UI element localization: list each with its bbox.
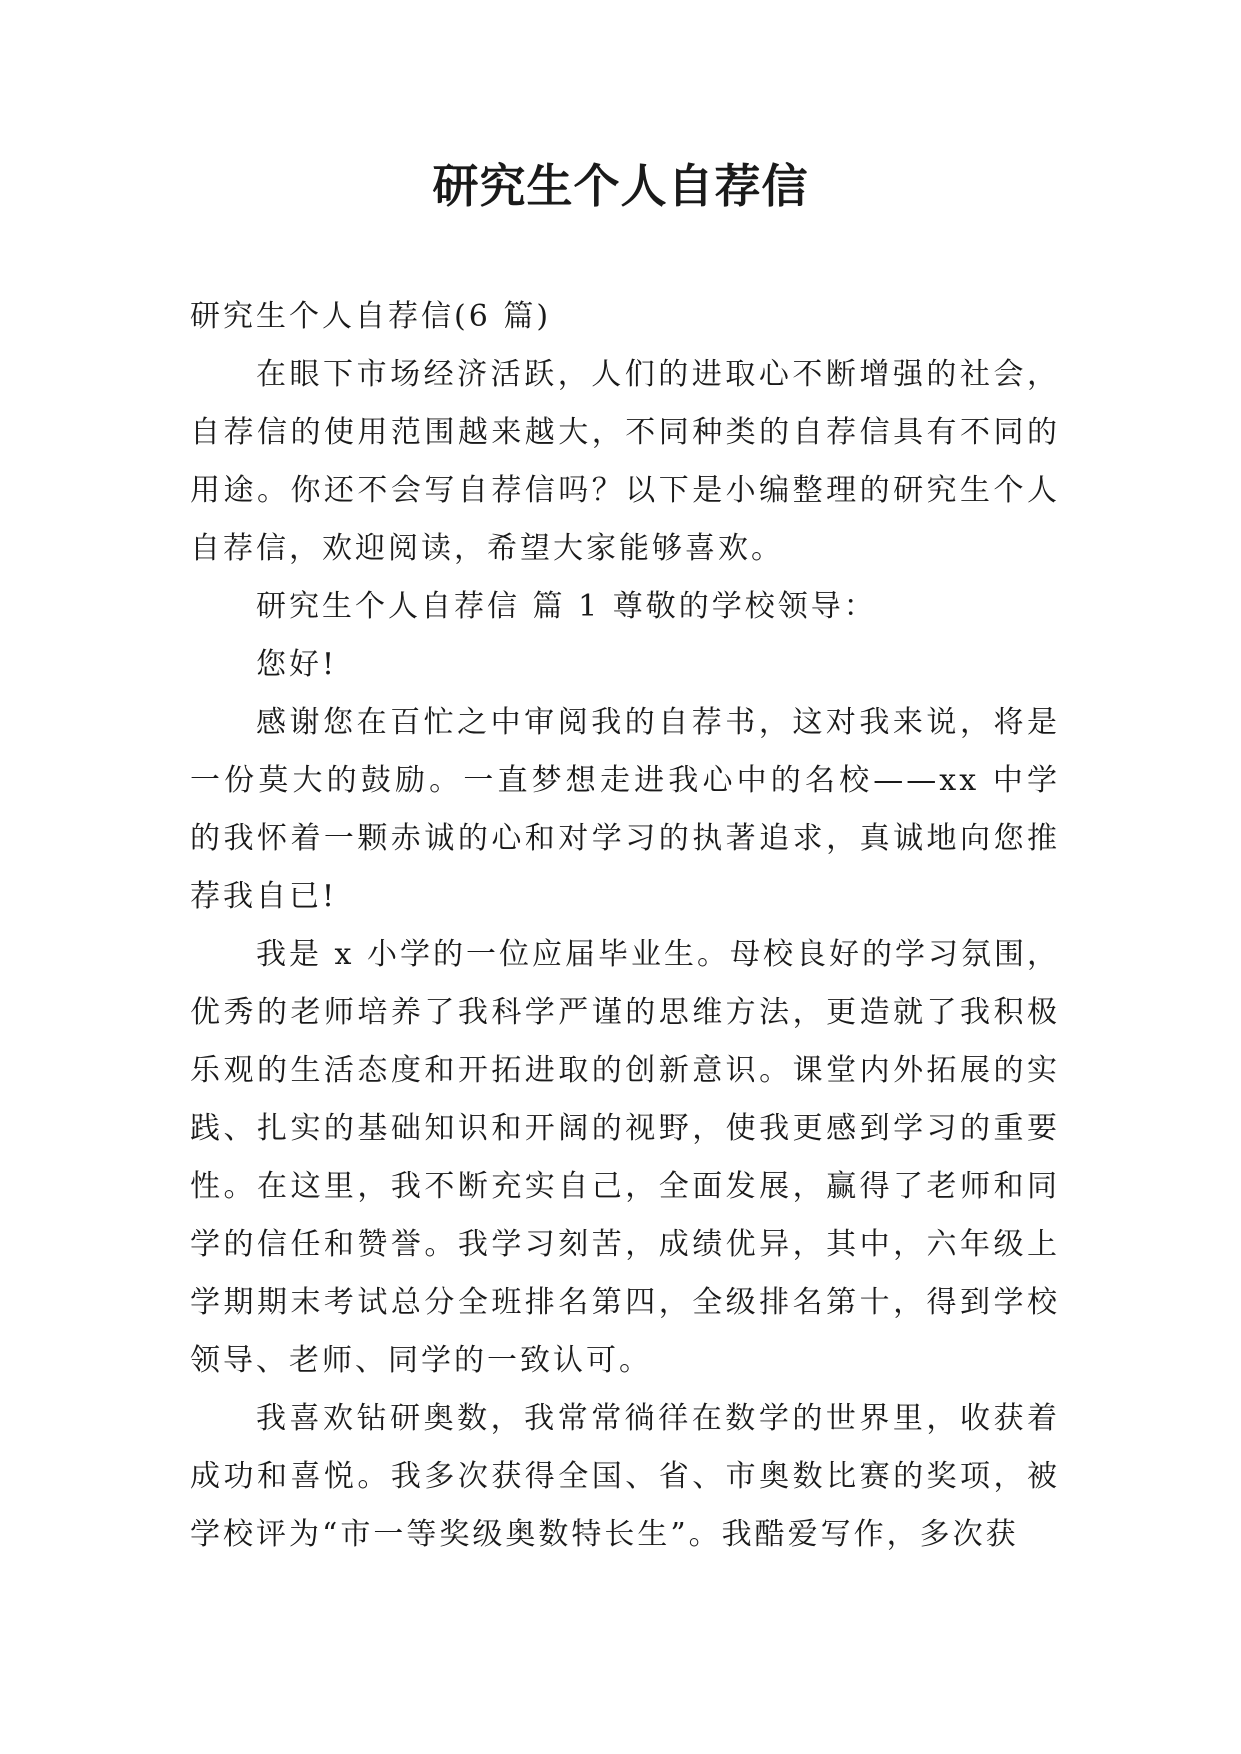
document-title: 研究生个人自荐信 [432, 159, 809, 213]
document-body [190, 288, 1060, 1564]
paragraph-salutation: 研究生个人自荐信 篇 1 尊敬的学校领导： [256, 589, 877, 624]
paragraph-body: 我喜欢钻研奥数，我常常徜徉在数学的世界里，收获着成功和喜悦。我多次获得全国、省、市奥数比赛的奖项，被学校评为“市一等奖级奥数特长生”。我酷爱写作，多次获 [190, 1401, 1060, 1552]
paragraph-body: 我是 x 小学的一位应届毕业生。母校良好的学习氛围，优秀的老师培养了我科学严谨的思维方法，更造就了我积极乐观的生活态度和开拓进取的创新意识。课堂内外拓展的实践、扎实的基础知识和开阔的视野，使我更感到学习的重要性。在这里，我不断充实自己，全面发展，赢得了老师和同学的信任和赞誉。我学习刻苦，成绩优异，其中，六年级上学期期末考试总分全班排名第四，全级排名第十，得到学校领导、老师、同学的一致认可。 [190, 937, 1060, 1378]
paragraph-subtitle: 研究生个人自荐信(6 篇) [190, 299, 552, 334]
paragraph-intro: 在眼下市场经济活跃，人们的进取心不断增强的社会，自荐信的使用范围越来越大，不同种类的自荐信具有不同的用途。你还不会写自荐信吗？以下是小编整理的研究生个人自荐信，欢迎阅读，希望大家能够喜欢。 [190, 357, 1060, 566]
paragraph-body: 感谢您在百忙之中审阅我的自荐书，这对我来说，将是一份莫大的鼓励。一直梦想走进我心中的名校——xx 中学的我怀着一颗赤诚的心和对学习的执著追求，真诚地向您推荐我自已! [190, 705, 1060, 914]
paragraph-greeting: 您好! [256, 647, 338, 682]
